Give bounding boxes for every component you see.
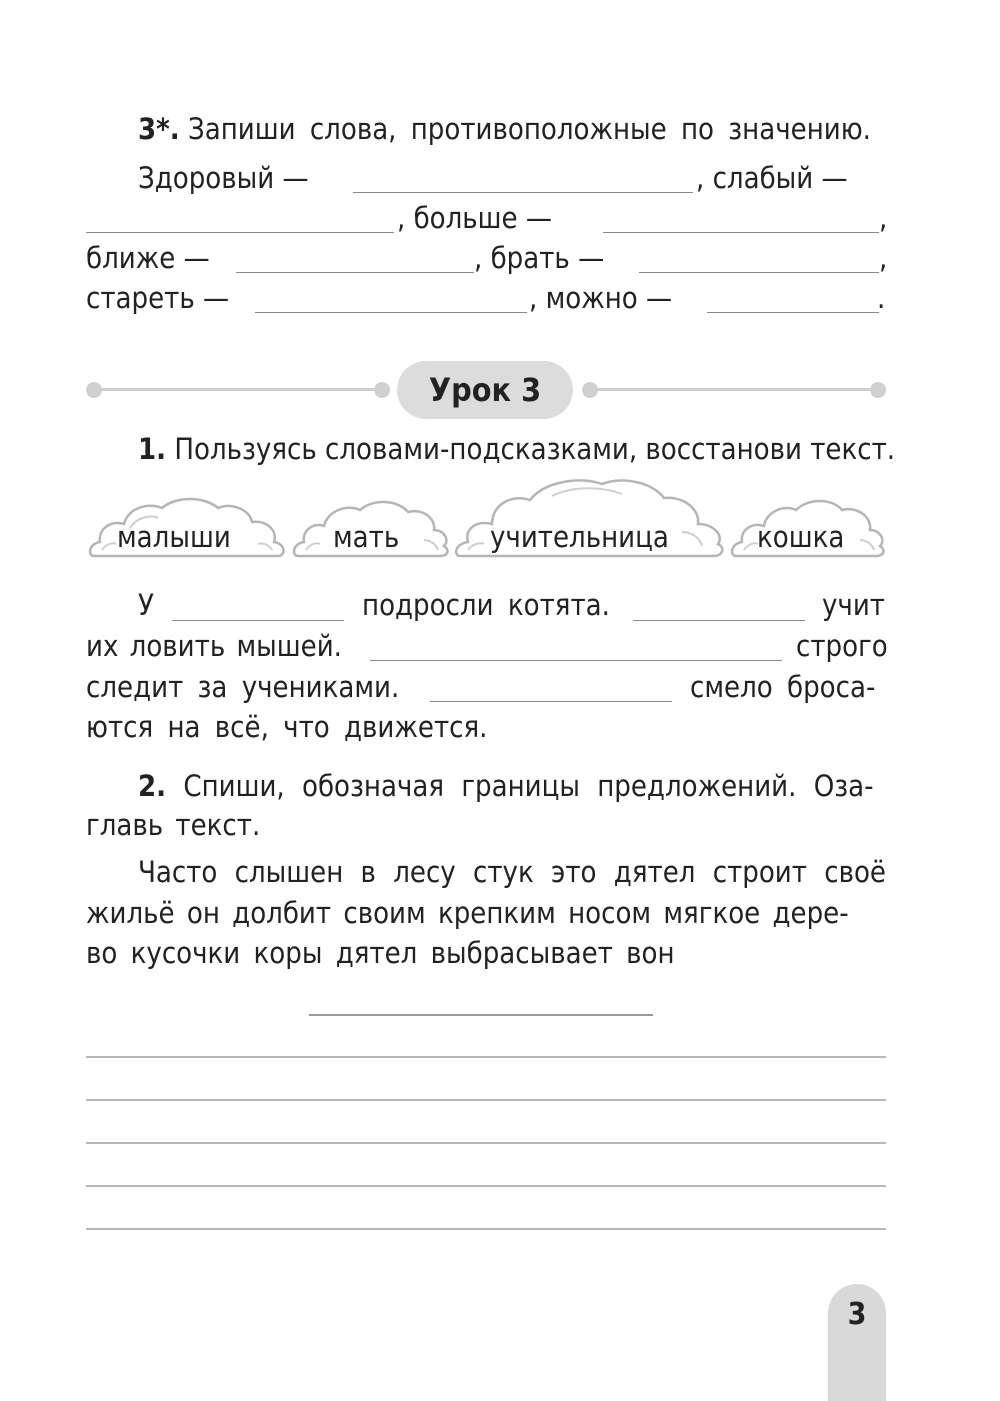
answer-blank-7[interactable]	[707, 312, 879, 313]
exercise1-instruction: Пользуясь словами-подсказками, восстанови текст.	[174, 432, 896, 466]
answer-blank-5[interactable]	[639, 272, 879, 273]
right-divider-line	[590, 388, 878, 391]
text-blank-1[interactable]	[172, 620, 344, 621]
answer-blank-6[interactable]	[255, 312, 527, 313]
comma-1: ,	[879, 201, 888, 235]
page-number: 3	[828, 1284, 886, 1401]
exercise2-text-2: жильё он долбит своим крепким носом мягкое дере-	[86, 896, 849, 930]
writing-line-4[interactable]	[86, 1185, 886, 1187]
answer-blank-3[interactable]	[603, 232, 879, 233]
text1-phrase-3: следит за учениками.	[86, 670, 400, 704]
text1-phrase-1: подросли котята.	[362, 588, 610, 622]
exercise2-text-3: во кусочки коры дятел выбрасывает вон	[86, 936, 675, 970]
comma-2: ,	[879, 241, 888, 275]
text1-word-u: У	[138, 588, 154, 622]
answer-blank-1[interactable]	[353, 192, 693, 193]
exercise1-heading	[138, 432, 896, 466]
exercise3-instruction: Запиши слова, противоположные по значению.	[188, 112, 871, 146]
writing-line-1[interactable]	[86, 1056, 886, 1058]
hint-word-3: учительница	[490, 520, 669, 554]
text1-phrase-2: их ловить мышей.	[86, 629, 342, 663]
period: .	[877, 281, 886, 315]
exercise3-line1	[138, 112, 871, 146]
writing-line-3[interactable]	[86, 1142, 886, 1144]
exercise2-instruction-1: Спиши, обозначая границы предложений. Оза-	[183, 769, 874, 803]
answer-blank-4[interactable]	[236, 272, 474, 273]
word-more: , больше —	[397, 201, 552, 235]
word-weak: , слабый —	[696, 161, 848, 195]
exercise3-number: 3*.	[138, 112, 180, 146]
word-age: стареть —	[86, 281, 230, 315]
exercise1-number: 1.	[138, 432, 167, 466]
lesson-title: Урок 3	[397, 361, 573, 419]
word-closer: ближе —	[86, 241, 210, 275]
left-inner-dot	[374, 382, 390, 398]
text-blank-4[interactable]	[430, 701, 672, 702]
exercise2-instruction-2: главь текст.	[86, 808, 261, 842]
word-take: , брать —	[474, 241, 605, 275]
text1-phrase-5: ются на всё, что движется.	[86, 710, 488, 744]
right-end-dot	[870, 382, 886, 398]
text-blank-3[interactable]	[370, 660, 782, 661]
left-divider-line	[94, 388, 382, 391]
hint-word-4: кошка	[757, 520, 845, 554]
writing-line-5[interactable]	[86, 1228, 886, 1230]
exercise2-number: 2.	[138, 769, 167, 803]
hint-word-1: малыши	[117, 520, 231, 554]
exercise2-heading	[138, 769, 874, 803]
writing-line-2[interactable]	[86, 1099, 886, 1101]
text1-word-strictly: строго	[796, 629, 888, 663]
text1-word-teaches: учит	[822, 588, 885, 622]
text-blank-2[interactable]	[633, 620, 805, 621]
word-allowed: , можно —	[529, 281, 673, 315]
title-writing-line[interactable]	[309, 1014, 653, 1016]
answer-blank-2[interactable]	[86, 232, 394, 233]
exercise2-text-1: Часто слышен в лесу стук это дятел строит своё	[138, 855, 886, 889]
hint-word-2: мать	[333, 520, 400, 554]
text1-phrase-4: смело броса-	[690, 670, 876, 704]
word-healthy: Здоровый —	[138, 161, 309, 195]
